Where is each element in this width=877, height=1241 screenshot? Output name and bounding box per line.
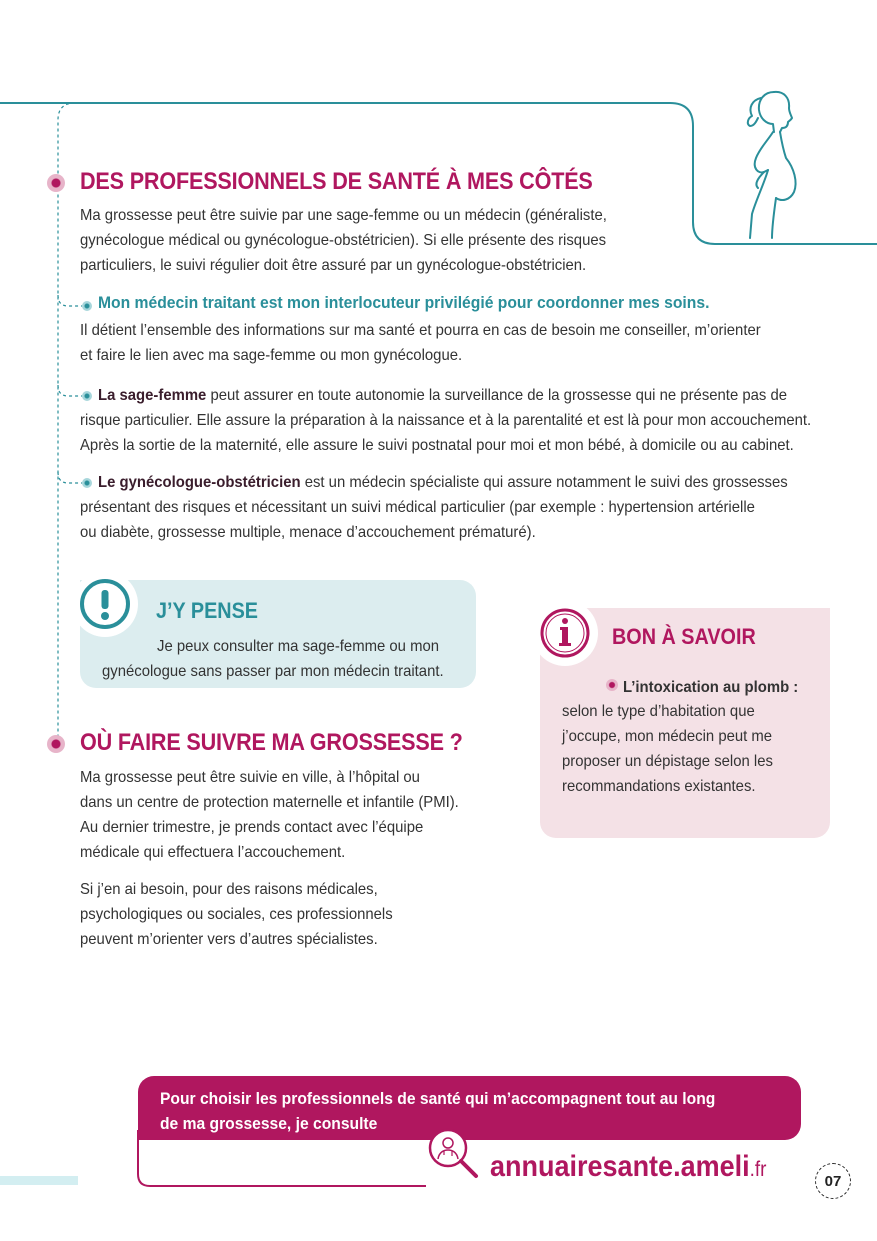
text-line: Au dernier trimestre, je prends contact avec l’équipe	[80, 819, 424, 836]
text-line: médicale qui effectuera l’accouchement.	[80, 844, 346, 861]
section-bullet	[47, 735, 65, 753]
text-line: psychologiques ou sociales, ces professionnels	[80, 906, 393, 923]
jypense-line: Je peux consulter ma sage-femme ou mon	[157, 638, 440, 655]
text-line: de ma grossesse, je consulte	[160, 1114, 378, 1133]
item-bullet	[82, 301, 92, 311]
text-line: gynécologue médical ou gynécologue-obstétricien). Si elle présente des risques	[80, 232, 607, 249]
text-span: peut assurer en toute autonomie la surveillance de la grossesse qui ne présente pas de	[206, 387, 788, 404]
exclamation-circle-icon	[78, 577, 132, 631]
jypense-title: J’Y PENSE	[156, 598, 258, 623]
item-bold-term: La sage-femme	[98, 387, 207, 404]
text-span: est un médecin spécialiste qui assure notamment le suivi des grossesses	[300, 474, 788, 491]
section-title: OÙ FAIRE SUIVRE MA GROSSESSE ?	[80, 729, 463, 756]
text-line: recommandations existantes.	[562, 778, 756, 795]
item-heading: Mon médecin traitant est mon interlocuteur privilégié pour coordonner mes soins.	[98, 294, 710, 312]
section2-paragraph	[80, 765, 459, 865]
bonasavoir-text	[562, 699, 773, 799]
text-line: Il détient l’ensemble des informations sur ma santé et pourra en cas de besoin me conseiller, m’orienter	[80, 322, 761, 339]
bonasavoir-bold: L’intoxication au plomb :	[623, 679, 799, 696]
text-line: Ma grossesse peut être suivie en ville, à l’hôpital ou	[80, 769, 420, 786]
search-doctor-icon	[424, 1124, 482, 1182]
text-line: selon le type d’habitation que	[562, 703, 755, 720]
item-paragraph	[80, 495, 755, 545]
text-line: Ma grossesse peut être suivie par une sage-femme ou un médecin (généraliste,	[80, 207, 607, 224]
text-line: dans un centre de protection maternelle et infantile (PMI).	[80, 794, 459, 811]
text-line: peuvent m’orienter vers d’autres spécialistes.	[80, 931, 378, 948]
text-line: Si j’en ai besoin, pour des raisons médicales,	[80, 881, 378, 898]
text-line: proposer un dépistage selon les	[562, 753, 773, 770]
text-line: risque particulier. Elle assure la préparation à la naissance et à la parentalité et est là pour mon accouchement.	[80, 412, 812, 429]
item-bullet	[82, 478, 92, 488]
jypense-line: gynécologue sans passer par mon médecin traitant.	[102, 663, 444, 680]
info-circle-icon	[538, 606, 592, 660]
item-bullet	[606, 679, 618, 691]
item-paragraph	[80, 408, 811, 458]
intro-paragraph	[80, 203, 607, 278]
item-bullet	[82, 391, 92, 401]
url-suffix: .fr	[749, 1158, 767, 1181]
item-bold-term: Le gynécologue-obstétricien	[98, 474, 301, 491]
pregnant-woman-icon	[728, 88, 808, 240]
url-main: annuairesante.ameli	[490, 1150, 750, 1183]
page-number: 07	[815, 1163, 851, 1199]
text-line: Après la sortie de la maternité, elle assure le suivi postnatal pour moi et mon bébé, à domicile ou au cabinet.	[80, 437, 794, 454]
item-first-line	[98, 470, 788, 495]
text-line: Pour choisir les professionnels de santé qui m’accompagnent tout au long	[160, 1089, 716, 1108]
text-line: j’occupe, mon médecin peut me	[562, 728, 773, 745]
text-line: et faire le lien avec ma sage-femme ou mon gynécologue.	[80, 347, 463, 364]
item-first-line	[98, 383, 787, 408]
item-paragraph	[80, 318, 761, 368]
bonasavoir-title: BON À SAVOIR	[612, 624, 756, 649]
section-bullet	[47, 174, 65, 192]
annuaire-link[interactable]	[490, 1150, 766, 1184]
text-line: ou diabète, grossesse multiple, menace d’accouchement prématuré).	[80, 524, 536, 541]
text-line: particuliers, le suivi régulier doit être assuré par un gynécologue-obstétricien.	[80, 257, 587, 274]
text-line: présentant des risques et nécessitant un suivi médical particulier (par exemple : hypertension artérielle	[80, 499, 755, 516]
section2-paragraph	[80, 877, 393, 952]
section-title: DES PROFESSIONNELS DE SANTÉ À MES CÔTÉS	[80, 168, 593, 195]
